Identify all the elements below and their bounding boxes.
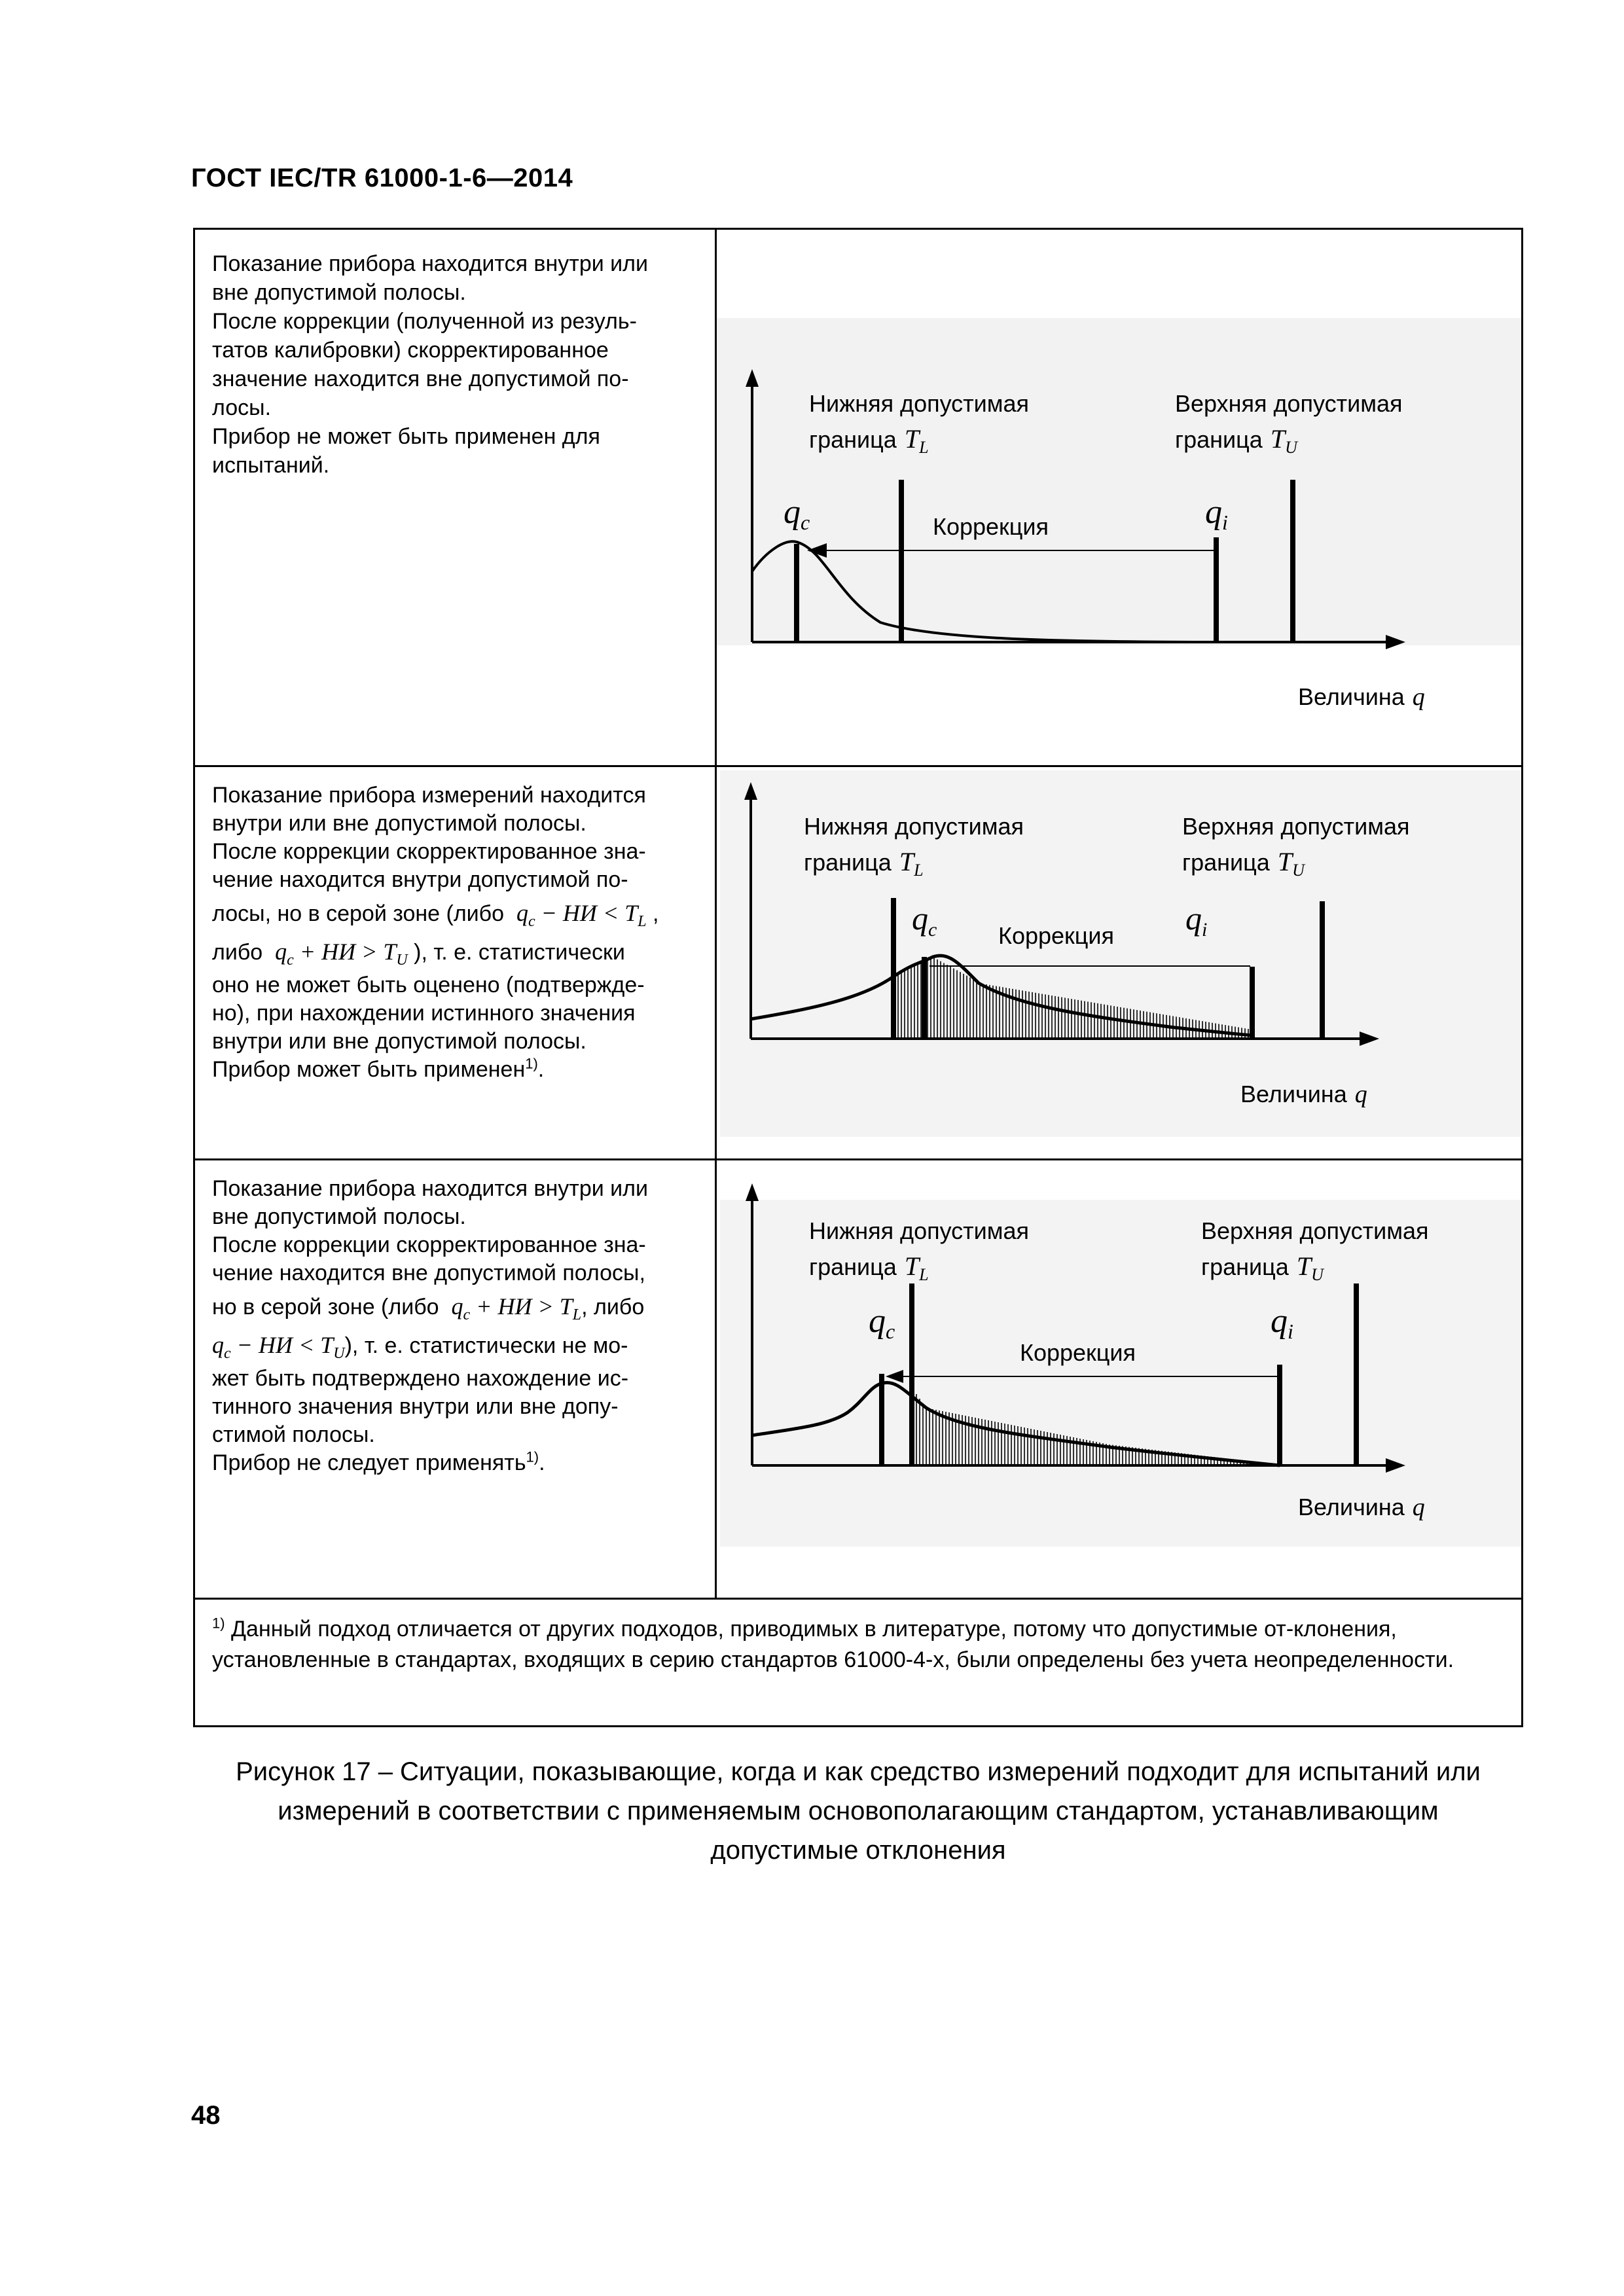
qi-label: qi xyxy=(1271,1302,1293,1343)
lower-limit-label: Нижняя допустимая xyxy=(809,1217,1030,1244)
caption-line: измерений в соответствии с применяемым основополагающим стандартом, устанавливающим xyxy=(278,1797,1439,1825)
lower-limit-label: Нижняя допустимая xyxy=(804,813,1024,840)
text-line: После коррекции скорректированное зна- xyxy=(212,839,646,864)
text-line: Прибор не может быть применен для xyxy=(212,424,600,449)
text-line: чение находится внутри допустимой по- xyxy=(212,867,628,892)
text-line: испытаний. xyxy=(212,453,330,478)
axis-label: Величина q xyxy=(1298,1494,1425,1521)
correction-label: Коррекция xyxy=(998,922,1115,949)
description-cell xyxy=(195,767,717,1160)
table-row xyxy=(195,230,1521,765)
qc-label: qc xyxy=(784,493,810,534)
footnote-row xyxy=(195,1598,1521,1729)
text-line: Показание прибора находится внутри или xyxy=(212,1176,649,1201)
qc-label: qc xyxy=(869,1302,895,1343)
lower-limit-label-2: граница $T_L$ xyxy=(809,424,929,457)
correction-label: Коррекция xyxy=(1020,1339,1136,1366)
description-cell xyxy=(195,230,717,765)
text-line: вне допустимой полосы. xyxy=(212,1204,466,1229)
qi-label: $q_i$ xyxy=(1185,900,1208,941)
text-line: либо $q_c$ + НИ > $T_U$ ), т. е. статистически xyxy=(212,939,625,969)
figure-caption xyxy=(193,1752,1523,1870)
text-line: $q_c$ − НИ < $T_U$), т. е. статистически не мо- xyxy=(212,1332,628,1363)
text-line: внутри или вне допустимой полосы. xyxy=(212,1029,586,1054)
background-smudge xyxy=(717,318,1521,645)
upper-limit-label: Верхняя допустимая xyxy=(1201,1217,1429,1244)
text-line: Прибор не следует применять$^{1)}$. xyxy=(212,1448,545,1475)
footnote-text: Данный подход отличается от других подходов, приводимых в литературе, потому что допустимые от-клонения, установленные в стандартах, входящих в серию стандартов 61000-4-х, были определены без учета неопределенности. xyxy=(212,1617,1454,1672)
text-line: тинного значения внутри или вне допу- xyxy=(212,1394,619,1419)
text-line: Показание прибора измерений находится xyxy=(212,783,646,808)
upper-limit-label: Верхняя допустимая xyxy=(1182,813,1410,840)
document-header: ГОСТ IEC/TR 61000-1-6—2014 xyxy=(191,164,573,192)
y-axis-arrow-icon xyxy=(746,1183,759,1201)
lower-limit-label: Нижняя допустимая xyxy=(809,390,1030,417)
qi-label: qi xyxy=(1205,493,1228,534)
table-row xyxy=(195,1158,1521,1600)
diagram-cell xyxy=(717,230,1521,765)
qc-label: $q_c$ xyxy=(912,900,937,941)
footnote-mark: 1) xyxy=(212,1615,225,1632)
figure-table xyxy=(193,228,1523,1727)
text-line: чение находится вне допустимой полосы, xyxy=(212,1261,645,1285)
text-line: После коррекции (полученной из резуль- xyxy=(212,309,637,334)
tolerance-diagram xyxy=(717,767,1521,1158)
text-line: стимой полосы. xyxy=(212,1422,375,1447)
text-line: оно не может быть оценено (подтвержде- xyxy=(212,973,645,997)
text-line: но в серой зоне (либо $q_c$ + НИ > $T_L$, либо xyxy=(212,1293,645,1324)
text-line: жет быть подтверждено нахождение ис- xyxy=(212,1366,629,1391)
upper-limit-label-2: граница $T_U$ xyxy=(1182,847,1305,880)
footnote-mark: 1) xyxy=(526,1448,539,1465)
caption-line: Рисунок 17 – Ситуации, показывающие, когда и как средство измерений подходит для испытаний или xyxy=(236,1757,1481,1786)
text-line: значение находится вне допустимой по- xyxy=(212,367,629,391)
text-line: лосы, но в серой зоне (либо $q_c$ − НИ < $T_L$ , xyxy=(212,900,659,931)
upper-limit-label-2: граница $T_U$ xyxy=(1175,424,1297,457)
text-line: татов калибровки) скорректированное xyxy=(212,338,609,363)
tolerance-diagram xyxy=(717,1160,1521,1598)
footnote xyxy=(212,1614,1507,1676)
correction-label: Коррекция xyxy=(933,513,1049,540)
text-line: лосы. xyxy=(212,395,272,420)
lower-limit-label-2: граница $T_L$ xyxy=(804,847,924,880)
text-line: После коррекции скорректированное зна- xyxy=(212,1232,646,1257)
text-line: внутри или вне допустимой полосы. xyxy=(212,811,586,836)
text-line: но), при нахождении истинного значения xyxy=(212,1001,636,1026)
caption-line: допустимые отклонения xyxy=(710,1836,1006,1865)
text-line: вне допустимой полосы. xyxy=(212,280,466,305)
upper-limit-label-2: граница $T_U$ xyxy=(1201,1251,1324,1284)
footnote-mark: 1) xyxy=(525,1055,538,1072)
lower-limit-label-2: граница $T_L$ xyxy=(809,1251,929,1284)
axis-label: Величина q xyxy=(1240,1081,1367,1108)
table-row xyxy=(195,765,1521,1160)
diagram-cell xyxy=(717,1160,1521,1600)
diagram-cell xyxy=(717,767,1521,1160)
page-number: 48 xyxy=(191,2101,221,2130)
upper-limit-label: Верхняя допустимая xyxy=(1175,390,1403,417)
description-cell xyxy=(195,1160,717,1600)
text-line: Прибор может быть применен$^{1)}$. xyxy=(212,1055,545,1082)
axis-label: Величина q xyxy=(1298,683,1425,711)
tolerance-diagram xyxy=(717,230,1521,763)
text-line: Показание прибора находится внутри или xyxy=(212,251,649,276)
